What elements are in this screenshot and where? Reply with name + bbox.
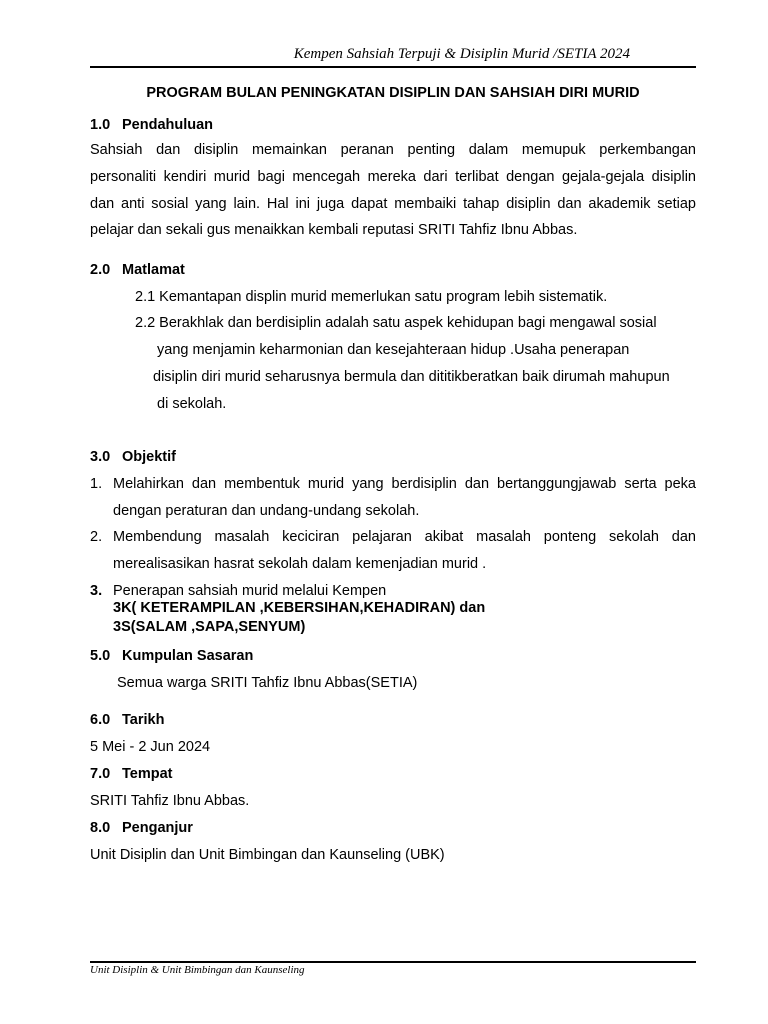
section-title: Pendahuluan	[122, 117, 214, 133]
section-heading-objektif	[90, 449, 176, 465]
kempen-3s-text: 3S(SALAM ,SAPA,SENYUM)	[113, 619, 306, 635]
objektif-item-3-text: Penerapan sahsiah murid melalui Kempen	[113, 583, 387, 599]
list-line: Melahirkan dan membentuk murid yang berdisiplin dan bertanggungjawab serta peka	[113, 476, 696, 492]
section-heading-tempat	[90, 766, 173, 782]
list-number: 1.	[90, 476, 103, 492]
list-line: merealisasikan hasrat sekolah dalam kemenjadian murid .	[113, 555, 487, 572]
section-title: Tempat	[122, 766, 173, 782]
matlamat-line: di sekolah.	[157, 396, 227, 412]
page-footer-text: Unit Disiplin & Unit Bimbingan dan Kaunseling	[90, 964, 305, 976]
tarikh-text: 5 Mei - 2 Jun 2024	[90, 739, 211, 755]
list-line: dengan peraturan dan undang-undang sekolah.	[113, 502, 420, 519]
matlamat-line: disiplin diri murid seharusnya bermula dan dititikberatkan baik dirumah mahupun	[153, 369, 670, 385]
section-heading-tarikh	[90, 712, 164, 728]
paragraph-line: pelajar dan sekali gus menaikkan kembali reputasi SRITI Tahfiz Ibnu Abbas.	[90, 222, 578, 239]
list-number: 3.	[90, 583, 103, 599]
list-number: 2.	[90, 529, 103, 545]
section-title: Penganjur	[122, 820, 193, 836]
section-number: 7.0	[90, 766, 111, 782]
section-heading-penganjur	[90, 820, 193, 836]
section-number: 3.0	[90, 449, 111, 465]
paragraph-line: Sahsiah dan disiplin memainkan peranan penting dalam memupuk perkembangan	[90, 142, 696, 158]
document-title: PROGRAM BULAN PENINGKATAN DISIPLIN DAN SAHSIAH DIRI MURID	[146, 85, 640, 101]
section-number: 8.0	[90, 820, 111, 836]
section-number: 6.0	[90, 712, 111, 728]
paragraph-line: dan anti sosial yang lain. Hal ini juga dapat membaiki tahap disiplin dan akademik setiap	[90, 195, 696, 212]
objektif-item-1	[90, 471, 696, 525]
matlamat-item-2-2: 2.2 Berakhlak dan berdisiplin adalah satu aspek kehidupan bagi mengawal sosial	[135, 315, 657, 331]
paragraph-line: personaliti kendiri murid bagi mencegah mereka dari terlibat dengan gejala-gejala disiplin	[90, 168, 696, 185]
section-title: Tarikh	[122, 712, 165, 728]
header-rule	[90, 66, 696, 68]
section-heading-kumpulan-sasaran	[90, 648, 253, 664]
section-title: Matlamat	[122, 262, 185, 278]
section-heading-matlamat	[90, 262, 185, 278]
kumpulan-sasaran-text: Semua warga SRITI Tahfiz Ibnu Abbas(SETIA)	[117, 675, 418, 691]
section-title: Objektif	[122, 449, 176, 465]
objektif-item-2	[90, 524, 696, 578]
section-number: 1.0	[90, 117, 111, 133]
tempat-text: SRITI Tahfiz Ibnu Abbas.	[90, 793, 250, 809]
matlamat-item-2-1: 2.1 Kemantapan displin murid memerlukan satu program lebih sistematik.	[135, 289, 608, 305]
page-header-title: Kempen Sahsiah Terpuji & Disiplin Murid /SETIA 2024	[293, 46, 630, 62]
footer-rule	[90, 961, 696, 963]
section-title: Kumpulan Sasaran	[122, 648, 254, 664]
kempen-3k-text: 3K( KETERAMPILAN ,KEBERSIHAN,KEHADIRAN) dan	[113, 600, 486, 616]
section-number: 2.0	[90, 262, 111, 278]
pendahuluan-paragraph	[90, 137, 696, 244]
list-line: Membendung masalah keciciran pelajaran akibat masalah ponteng sekolah dan	[113, 529, 696, 545]
matlamat-line: yang menjamin keharmonian dan kesejahteraan hidup .Usaha penerapan	[157, 342, 630, 358]
section-heading-pendahuluan	[90, 117, 213, 133]
section-number: 5.0	[90, 648, 111, 664]
penganjur-text: Unit Disiplin dan Unit Bimbingan dan Kaunseling (UBK)	[90, 847, 445, 863]
